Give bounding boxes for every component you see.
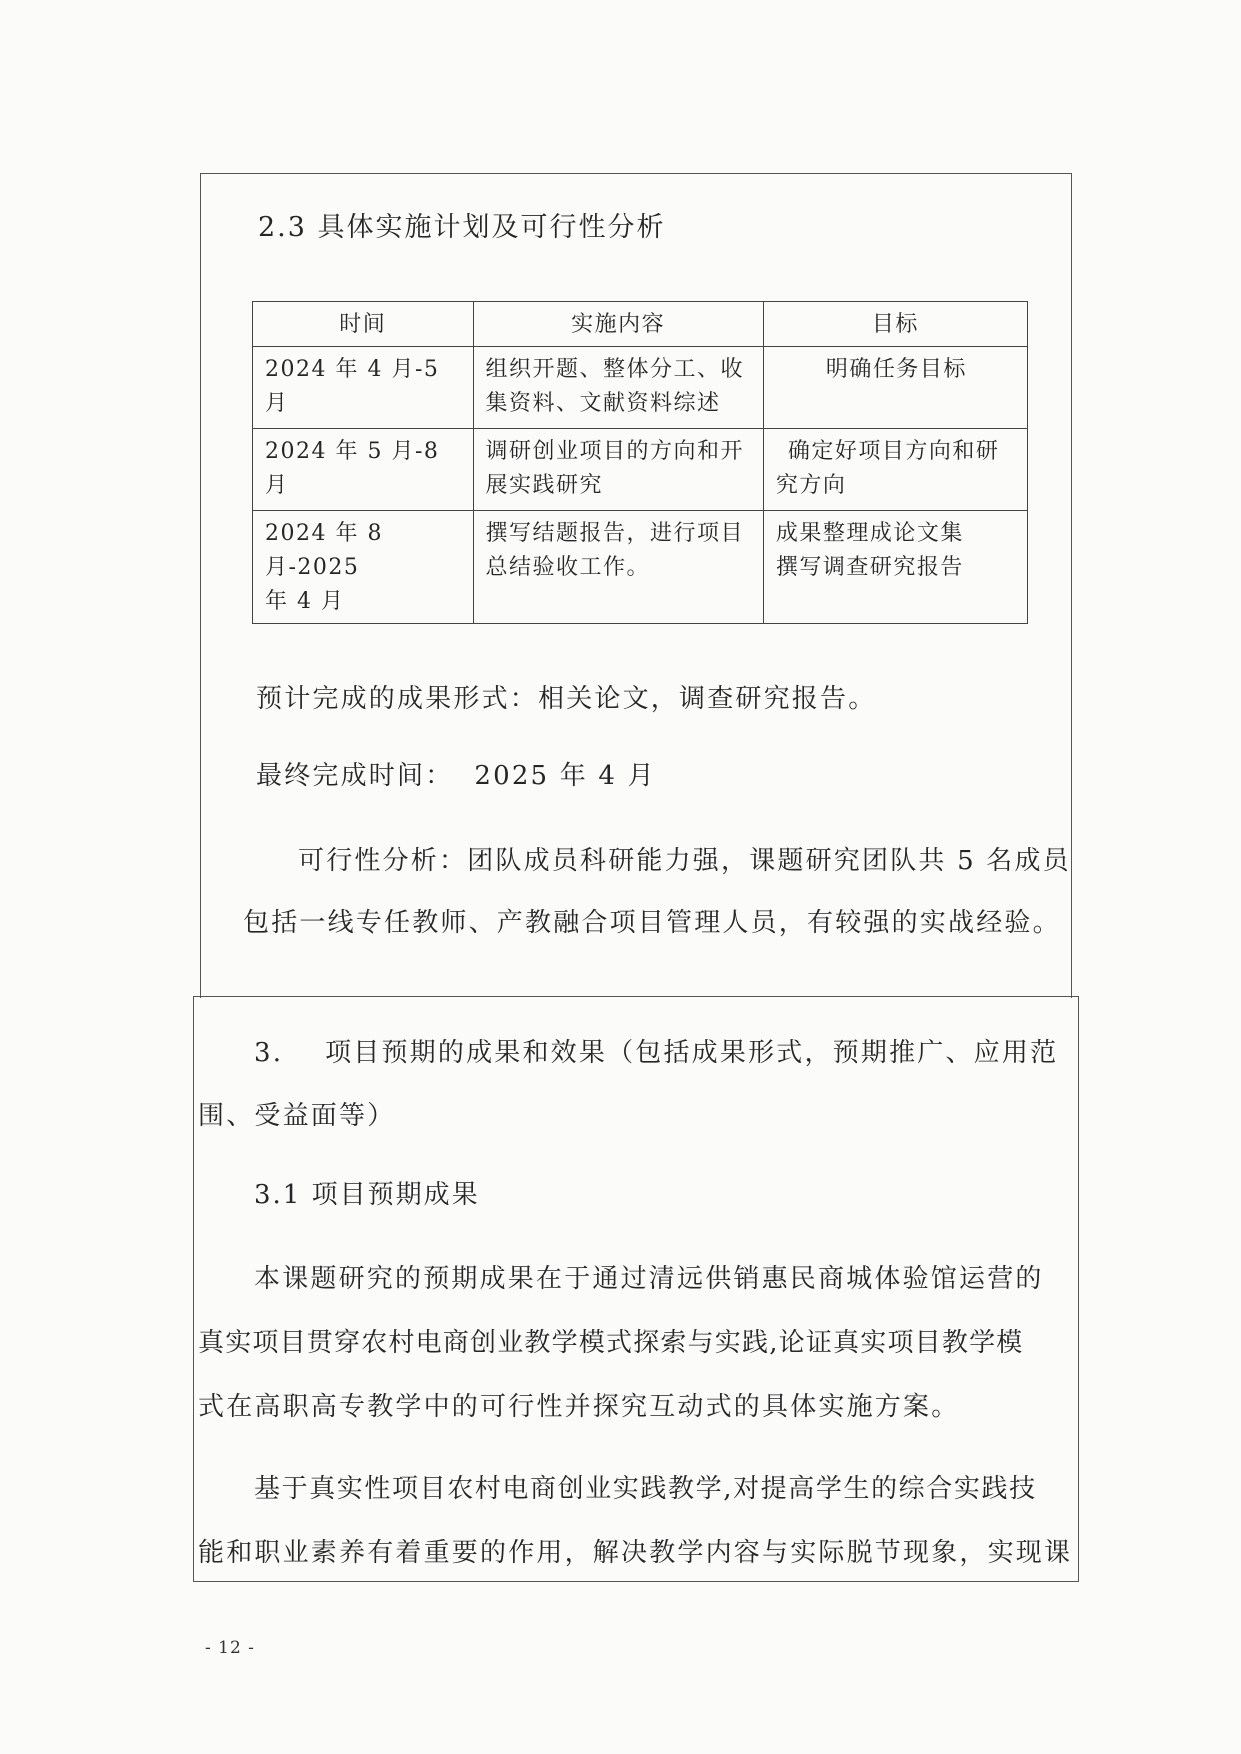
section-3-1-para2-line2: 能和职业素养有着重要的作用，解决教学内容与实际脱节现象，实现课 xyxy=(198,1538,1073,1568)
cell-time: 2024 年 4 月-5 月 xyxy=(253,347,474,429)
final-completion-time: 最终完成时间： 2025 年 4 月 xyxy=(256,761,656,791)
section-3-1-para1-line1: 本课题研究的预期成果在于通过清远供销惠民商城体验馆运营的 xyxy=(254,1264,1044,1294)
cell-goal: 明确任务目标 xyxy=(763,347,1027,429)
table-row xyxy=(253,429,1028,511)
section-3-heading-line-2: 围、受益面等） xyxy=(198,1101,396,1131)
section-3-1-heading: 3.1 项目预期成果 xyxy=(254,1180,480,1210)
cell-time: 2024 年 5 月-8 月 xyxy=(253,429,474,511)
table-header-row xyxy=(253,302,1028,347)
cell-content: 调研创业项目的方向和开 展实践研究 xyxy=(473,429,763,511)
section-3-1-para1-line3: 式在高职高专教学中的可行性并探究互动式的具体实施方案。 xyxy=(198,1392,960,1422)
cell-goal: 确定好项目方向和研 究方向 xyxy=(763,429,1027,511)
expected-result-form: 预计完成的成果形式：相关论文，调查研究报告。 xyxy=(256,684,877,714)
header-time: 时间 xyxy=(253,302,474,347)
cell-content: 撰写结题报告，进行项目 总结验收工作。 xyxy=(473,511,763,624)
feasibility-line-2: 包括一线专任教师、产教融合项目管理人员，有较强的实战经验。 xyxy=(243,908,1061,938)
table-row xyxy=(253,511,1028,624)
section-3-1-para2-line1: 基于真实性项目农村电商创业实践教学,对提高学生的综合实践技 xyxy=(254,1474,1037,1504)
page-number: - 12 - xyxy=(205,1638,255,1658)
table-row xyxy=(253,347,1028,429)
section-3-1-para1-line2: 真实项目贯穿农村电商创业教学模式探索与实践,论证真实项目教学模 xyxy=(198,1328,1024,1358)
cell-time: 2024 年 8 月-2025 年 4 月 xyxy=(253,511,474,624)
feasibility-line-1: 可行性分析：团队成员科研能力强，课题研究团队共 5 名成员 xyxy=(298,846,1071,876)
cell-goal: 成果整理成论文集 撰写调查研究报告 xyxy=(763,511,1027,624)
implementation-plan-table xyxy=(252,301,1028,624)
header-content: 实施内容 xyxy=(473,302,763,347)
section-3-heading-line-1: 3. 项目预期的成果和效果（包括成果形式，预期推广、应用范 xyxy=(254,1038,1059,1068)
header-goal: 目标 xyxy=(763,302,1027,347)
section-2-3-heading: 2.3 具体实施计划及可行性分析 xyxy=(258,212,666,243)
cell-content: 组织开题、整体分工、收 集资料、文献资料综述 xyxy=(473,347,763,429)
